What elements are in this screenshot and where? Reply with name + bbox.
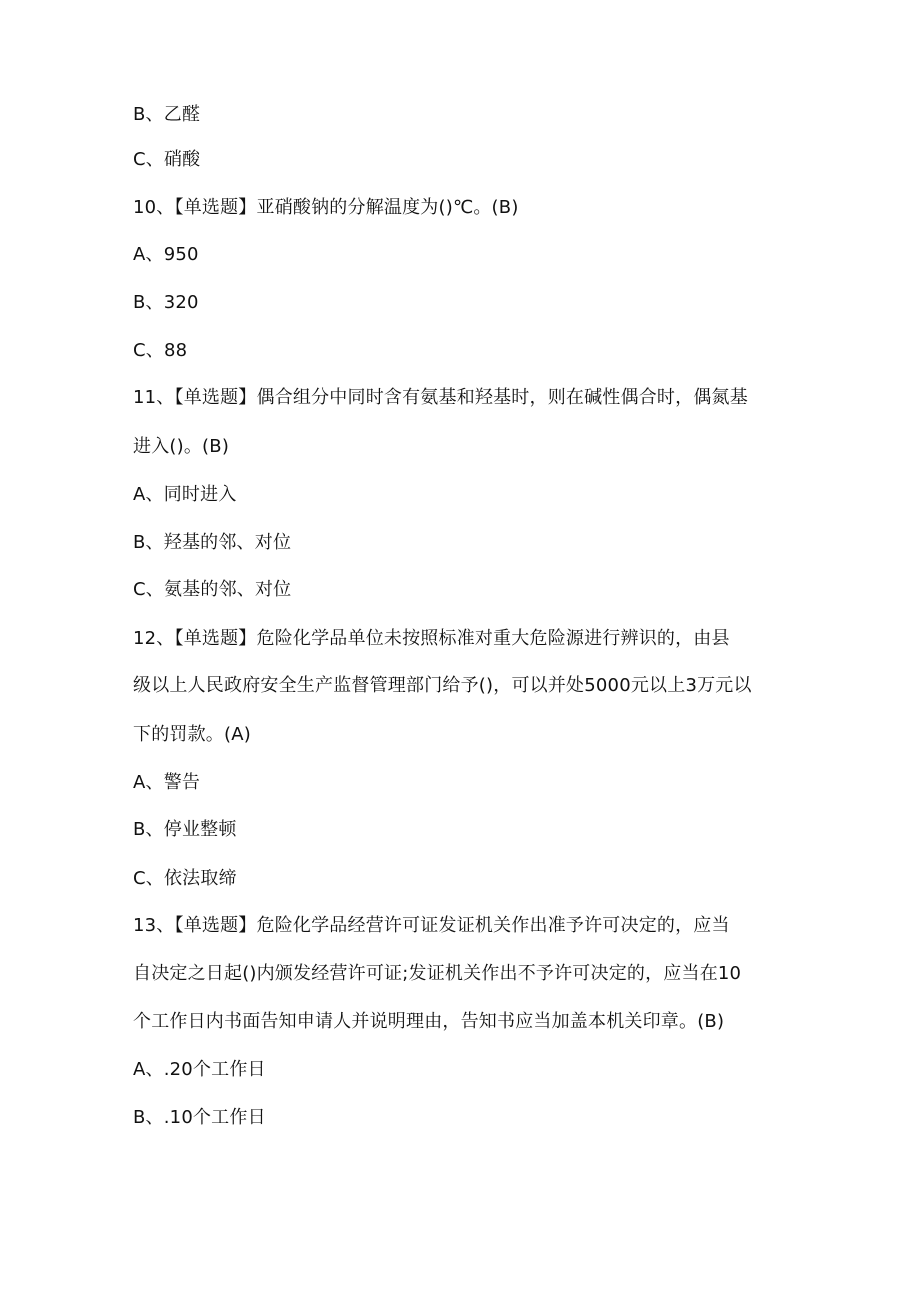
question-line: 11、【单选题】偶合组分中同时含有氨基和羟基时，则在碱性偶合时，偶氮基 (133, 387, 748, 408)
option-line: C、88 (133, 340, 188, 361)
question-line: 进入()。(B) (133, 436, 230, 457)
question-line: 级以上人民政府安全生产监督管理部门给予()，可以并处5000元以上3万元以 (133, 675, 752, 696)
option-line: B、羟基的邻、对位 (133, 532, 292, 553)
option-line: B、320 (133, 292, 199, 313)
question-line: 下的罚款。(A) (133, 724, 251, 745)
question-line: 13、【单选题】危险化学品经营许可证发证机关作出准予许可决定的，应当 (133, 915, 730, 936)
option-line: A、950 (133, 244, 199, 265)
question-line: 10、【单选题】亚硝酸钠的分解温度为()℃。(B) (133, 197, 519, 218)
option-line: A、同时进入 (133, 484, 237, 505)
question-line: 个工作日内书面告知申请人并说明理由，告知书应当加盖本机关印章。(B) (133, 1011, 725, 1032)
option-line: A、.20个工作日 (133, 1059, 266, 1080)
option-line: C、依法取缔 (133, 868, 237, 889)
option-line: B、停业整顿 (133, 819, 237, 840)
option-line: B、.10个工作日 (133, 1107, 266, 1128)
option-line: A、警告 (133, 772, 201, 793)
option-line: B、乙醛 (133, 104, 201, 125)
question-line: 12、【单选题】危险化学品单位未按照标准对重大危险源进行辨识的，由县 (133, 628, 730, 649)
option-line: C、硝酸 (133, 149, 201, 170)
question-line: 自决定之日起()内颁发经营许可证;发证机关作出不予许可决定的，应当在10 (133, 963, 742, 984)
option-line: C、氨基的邻、对位 (133, 579, 292, 600)
